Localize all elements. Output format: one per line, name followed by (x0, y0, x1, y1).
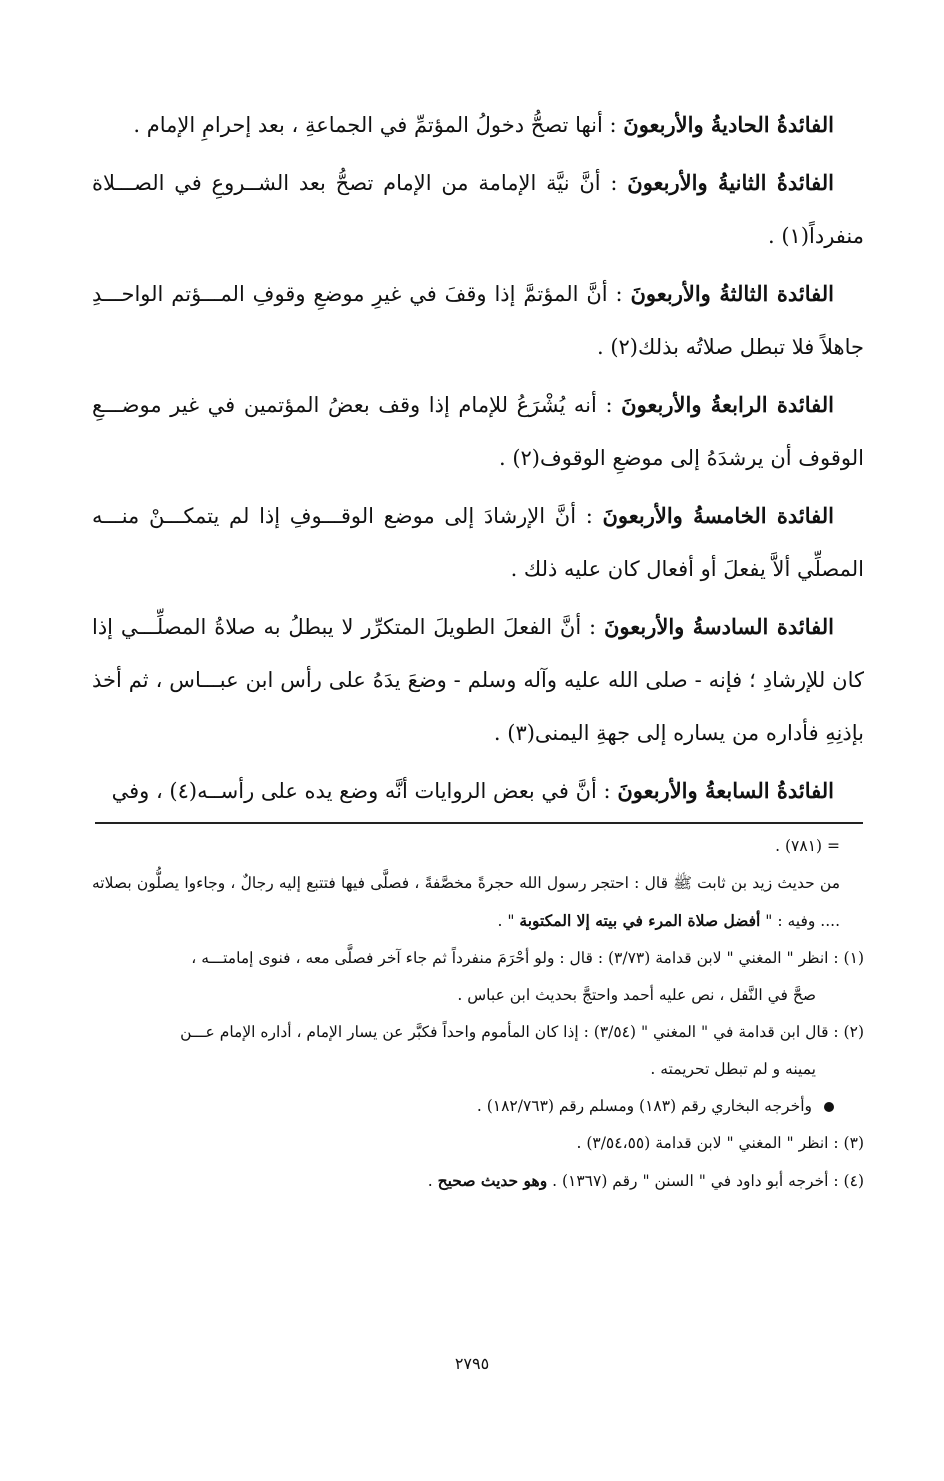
benefit-body: : أنَّ نيَّة الإمامة من الإمام تصحُّ بعد الشــروعِ في الصـــلاة منفرداً(١) . (92, 171, 864, 248)
paragraph-47 (92, 764, 864, 818)
paragraph-43 (92, 267, 864, 374)
benefit-heading: الفائدة الخامسةُ والأربعونَ (602, 503, 834, 528)
footnote-hadith (92, 865, 864, 940)
hadith-quote: أفضل صلاة المرء في بيته إلا المكتوبة (519, 911, 761, 930)
footnote-2: (٢) : قال ابن قدامة في " المغني " (٣/٥٤) : إذا كان المأموم واحداً فكبَّر عن يسار الإمام ، أداره الإمام عـــن (180, 1023, 864, 1041)
hadith-end: " . (497, 912, 520, 930)
hadith-text: من حديث زيد بن ثابت ﷺ قال : احتجر رسول الله حجرةً مخصَّفةً ، فصلَّى فيها فتتبع إليه رجالٌ ، وجاءوا يصلُّون بصلاته .... وفيه : " (92, 874, 840, 930)
footnote-3: (٣) : انظر " المغني " لابن قدامة (٣/٥٤،٥٥) . (576, 1134, 864, 1152)
footnote-2-continuation: يمينه و لم تبطل تحريمته . (650, 1060, 816, 1078)
page-number: ٢٧٩٥ (454, 1354, 490, 1373)
benefit-heading: الفائدةُ الثانيةُ والأربعونَ (627, 170, 834, 195)
paragraph-42 (92, 156, 864, 263)
footnote-1: (١) : انظر " المغني " لابن قدامة (٣/٧٣) : قال : ولو أحْرَمَ منفرداً ثم جاء آخر فصلَّى معه ، فنوى إمامتـــه ، (191, 949, 864, 967)
benefit-body: : أنَّ الفعلَ الطويلَ المتكرِّر لا يبطلُ به صلاةُ المصلِّـــي إذا كان للإرشادِ ؛ فإنه - صلى الله عليه وآله وسلم - وضعَ يدَهُ على رأس ابن عبـــاس ، ثم أخذ بإذنِهِ فأداره من يساره إلى جهةِ اليمنى(٣) . (92, 615, 864, 745)
paragraph-46 (92, 600, 864, 760)
paragraph-45 (92, 489, 864, 596)
bullet-text: وأخرجه البخاري رقم (١٨٣) ومسلم رقم (١٨٢/٧٦٣) . (476, 1097, 812, 1115)
main-text (92, 98, 864, 822)
benefit-body: : أنها تصحُّ دخولُ المؤتمِّ في الجماعةِ ، بعد إحرامِ الإمام . (133, 113, 624, 137)
benefit-heading: الفائدةُ الحاديةُ والأربعونَ (623, 112, 834, 137)
footnote-carry-over: = (٧٨١) . (775, 837, 840, 855)
footnote-4-end: . (427, 1172, 438, 1190)
paragraph-41 (92, 98, 864, 152)
footnote-divider (95, 822, 863, 824)
benefit-body: : أنَّ في بعض الروايات أنَّه وضع يده على رأســه(٤) ، وفي (111, 779, 618, 803)
footnote-4-grade: وهو حديث صحيح (437, 1171, 548, 1190)
paragraph-44 (92, 378, 864, 485)
benefit-heading: الفائدة الرابعةُ والأربعونَ (621, 392, 834, 417)
bullet-icon (824, 1102, 834, 1112)
footnote-2-bullet (92, 1088, 864, 1125)
footnote-4 (92, 1162, 864, 1200)
benefit-body: : أنَّ المؤتمَّ إذا وقفَ في غيرِ موضعِ وقوفِ المـــؤتم الواحـــدِ جاهلاً فلا تبطل صلاتُه بذلك(٢) . (92, 282, 864, 359)
benefit-heading: الفائدة السادسةُ والأربعونَ (603, 614, 834, 639)
benefit-heading: الفائدةُ السابعةُ والأربعونَ (617, 778, 834, 803)
benefit-heading: الفائدة الثالثةُ والأربعونَ (630, 281, 834, 306)
footnote-4-text: (٤) : أخرجه أبو داود في " السنن " رقم (١٣٦٧) . (547, 1172, 864, 1190)
benefit-body: : أنَّ الإرشادَ إلى موضع الوقـــوفِ إذا لم يتمكـــنْ منـــه المصلِّي ألاَّ يفعلَ أو أفعال كان عليه ذلك . (92, 504, 864, 581)
footnote-1-continuation: صحَّ في النَّفل ، نص عليه أحمد واحتجَّ بحديث ابن عباس . (457, 986, 816, 1004)
benefit-body: : أنه يُشْرَعُ للإمام إذا وقف بعضُ المؤتمين في غير موضـــعِ الوقوف أن يرشدَهُ إلى موضعِ الوقوف(٢) . (92, 393, 864, 470)
footnotes (92, 828, 864, 1200)
